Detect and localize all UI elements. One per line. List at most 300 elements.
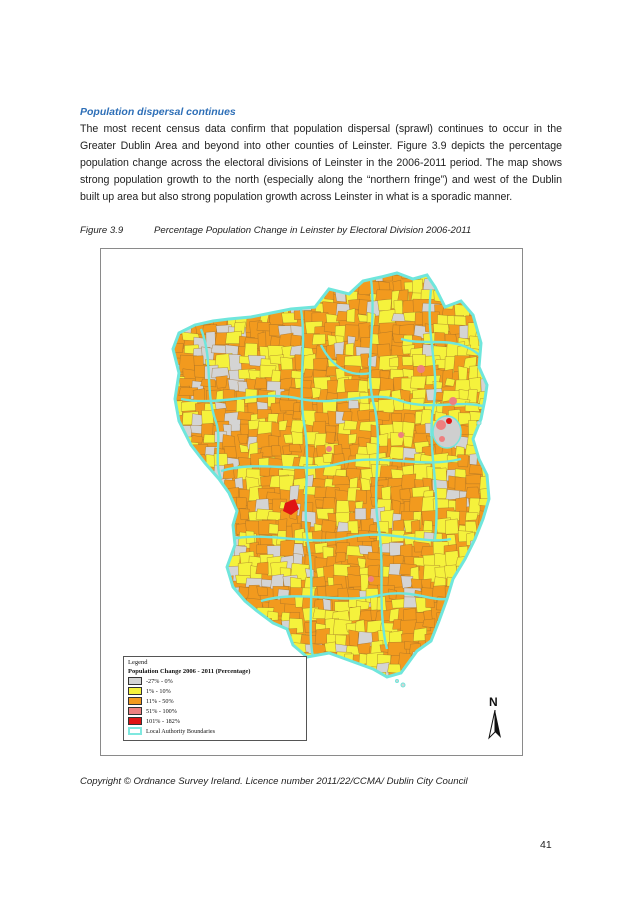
- electoral-division: [168, 578, 178, 598]
- electoral-division: [223, 287, 240, 298]
- electoral-division: [236, 292, 252, 300]
- electoral-division: [346, 679, 356, 692]
- electoral-division: [332, 476, 350, 486]
- electoral-division: [479, 555, 489, 565]
- electoral-division: [190, 645, 202, 656]
- electoral-division: [321, 520, 336, 533]
- electoral-division: [202, 283, 213, 292]
- north-arrow-icon: [487, 710, 503, 740]
- electoral-division: [433, 655, 449, 666]
- electoral-division: [196, 271, 205, 285]
- electoral-division: [173, 630, 182, 642]
- electoral-division: [168, 486, 180, 498]
- electoral-division: [205, 503, 215, 514]
- electoral-division: [389, 357, 398, 367]
- electoral-division: [403, 436, 413, 447]
- electoral-division: [172, 465, 182, 482]
- electoral-division: [194, 522, 214, 531]
- electoral-division: [489, 294, 503, 309]
- electoral-division: [476, 609, 495, 626]
- electoral-division: [448, 601, 458, 611]
- legend-item-label: 11% - 50%: [146, 697, 174, 705]
- electoral-division: [172, 281, 189, 297]
- electoral-division: [216, 271, 224, 282]
- electoral-division: [195, 509, 213, 525]
- electoral-division: [492, 368, 509, 383]
- electoral-division: [173, 640, 181, 649]
- electoral-division: [348, 400, 359, 409]
- electoral-division: [378, 686, 394, 702]
- electoral-division: [360, 687, 373, 704]
- electoral-division: [212, 536, 225, 553]
- electoral-division: [168, 453, 186, 463]
- legend-swatch: [128, 717, 142, 725]
- electoral-division: [489, 501, 504, 518]
- electoral-division: [478, 644, 495, 654]
- electoral-division: [355, 508, 366, 519]
- electoral-division: [466, 272, 483, 287]
- electoral-division: [476, 357, 488, 365]
- electoral-division: [491, 425, 507, 434]
- electoral-division: [488, 579, 504, 588]
- legend-item-label: Local Authority Boundaries: [146, 727, 216, 735]
- electoral-division: [248, 420, 259, 430]
- electoral-division: [477, 600, 485, 617]
- electoral-division: [180, 491, 194, 502]
- electoral-division: [304, 280, 320, 292]
- electoral-division: [345, 270, 363, 282]
- electoral-division: [400, 489, 411, 500]
- electoral-division: [196, 589, 208, 601]
- electoral-division: [490, 677, 506, 697]
- electoral-division: [179, 293, 193, 310]
- electoral-division: [280, 378, 292, 389]
- electoral-division: [256, 632, 267, 646]
- electoral-division: [459, 635, 476, 649]
- section-heading: Population dispersal continues: [80, 106, 236, 118]
- electoral-division: [323, 453, 333, 462]
- electoral-division: [227, 642, 241, 653]
- electoral-division: [282, 643, 293, 655]
- electoral-division: [215, 512, 226, 523]
- electoral-division: [226, 598, 242, 607]
- electoral-division: [212, 501, 224, 509]
- electoral-division: [201, 564, 211, 573]
- electoral-division: [348, 434, 356, 444]
- electoral-division: [490, 435, 500, 446]
- electoral-division: [290, 345, 303, 356]
- legend-item: [128, 677, 173, 685]
- electoral-division: [227, 620, 247, 629]
- electoral-division: [183, 619, 193, 636]
- electoral-division: [248, 622, 261, 634]
- electoral-division: [389, 688, 400, 701]
- electoral-division: [490, 400, 506, 413]
- electoral-division: [215, 575, 228, 588]
- electoral-division: [491, 271, 504, 285]
- electoral-division: [183, 281, 196, 293]
- electoral-division: [194, 501, 204, 514]
- electoral-division: [256, 562, 269, 574]
- electoral-division: [357, 643, 370, 655]
- electoral-division: [490, 465, 505, 482]
- electoral-division: [266, 281, 277, 290]
- electoral-division: [486, 334, 496, 343]
- electoral-division: [270, 641, 281, 656]
- electoral-division: [203, 510, 215, 522]
- electoral-division: [312, 688, 326, 706]
- electoral-division: [490, 447, 508, 460]
- electoral-division: [488, 519, 501, 538]
- electoral-division: [193, 597, 206, 615]
- electoral-division: [246, 282, 255, 297]
- dublin-area: [433, 416, 461, 448]
- electoral-division: [239, 509, 249, 520]
- electoral-division: [191, 301, 201, 310]
- electoral-division: [305, 684, 319, 696]
- electoral-division: [489, 665, 502, 676]
- electoral-division: [344, 420, 358, 429]
- electoral-division: [345, 689, 358, 702]
- electoral-division: [169, 421, 177, 436]
- legend-swatch: [128, 687, 142, 695]
- electoral-division: [488, 544, 499, 557]
- electoral-division: [478, 289, 491, 305]
- electoral-division: [168, 590, 186, 603]
- electoral-division: [238, 457, 251, 466]
- electoral-division: [467, 676, 477, 691]
- electoral-division: [435, 631, 451, 648]
- electoral-division: [216, 293, 233, 305]
- electoral-division: [467, 687, 478, 696]
- electoral-division: [481, 589, 492, 601]
- electoral-division: [335, 684, 345, 701]
- electoral-division: [468, 289, 485, 303]
- map-figure: [100, 248, 523, 756]
- electoral-division: [305, 569, 314, 578]
- electoral-division: [312, 388, 321, 399]
- electoral-division: [438, 673, 455, 682]
- electoral-division: [266, 272, 278, 287]
- electoral-division: [280, 540, 295, 557]
- electoral-division: [223, 298, 238, 317]
- electoral-division: [456, 665, 469, 679]
- electoral-division: [192, 468, 201, 479]
- legend-item: [128, 687, 171, 695]
- electoral-division: [168, 315, 180, 328]
- electoral-division: [168, 271, 180, 282]
- electoral-division: [326, 675, 343, 688]
- electoral-division: [204, 644, 214, 655]
- electoral-division: [190, 545, 203, 559]
- electoral-division: [349, 630, 359, 647]
- electoral-division: [262, 280, 279, 293]
- electoral-division: [213, 642, 230, 655]
- electoral-division: [457, 589, 471, 600]
- electoral-division: [214, 302, 228, 316]
- electoral-division: [291, 278, 302, 289]
- electoral-division: [426, 663, 435, 673]
- electoral-division: [481, 520, 498, 536]
- electoral-division: [191, 291, 204, 300]
- electoral-division: [481, 346, 494, 359]
- electoral-division: [455, 280, 465, 294]
- electoral-division: [457, 267, 475, 277]
- electoral-division: [238, 634, 255, 649]
- electoral-division: [202, 634, 218, 650]
- electoral-division: [490, 479, 506, 487]
- electoral-division: [202, 521, 213, 538]
- electoral-division: [447, 606, 457, 622]
- electoral-division: [433, 665, 444, 677]
- electoral-division: [467, 594, 476, 613]
- electoral-division: [168, 619, 177, 635]
- legend-item-label: 51% - 100%: [146, 707, 177, 715]
- electoral-division: [179, 304, 194, 321]
- electoral-division: [438, 267, 452, 286]
- electoral-division: [445, 378, 455, 386]
- electoral-division: [486, 654, 497, 664]
- legend-swatch: [128, 707, 142, 715]
- electoral-division: [257, 322, 271, 331]
- electoral-division: [217, 543, 230, 560]
- electoral-division: [489, 621, 499, 638]
- electoral-division: [171, 481, 184, 491]
- electoral-division: [245, 612, 256, 621]
- electoral-division: [181, 442, 190, 457]
- electoral-division: [193, 457, 201, 470]
- electoral-division: [313, 576, 326, 586]
- electoral-division: [201, 303, 218, 319]
- electoral-division: [403, 422, 415, 438]
- electoral-division: [169, 501, 179, 514]
- electoral-division: [492, 344, 503, 355]
- copyright-note: Copyright © Ordnance Survey Ireland. Licence number 2011/22/CCMA/ Dublin City Council: [80, 776, 468, 787]
- electoral-division: [401, 576, 413, 588]
- electoral-division: [467, 590, 480, 603]
- electoral-division: [444, 667, 459, 684]
- electoral-division: [223, 464, 234, 480]
- electoral-division: [477, 542, 490, 559]
- legend-swatch: [128, 677, 142, 685]
- electoral-division: [481, 531, 494, 543]
- electoral-division: [378, 299, 392, 311]
- electoral-division: [482, 311, 491, 320]
- electoral-division: [481, 634, 494, 648]
- electoral-division: [470, 556, 488, 570]
- electoral-division: [256, 288, 270, 304]
- electoral-division: [358, 314, 369, 322]
- legend-item-label: 1% - 10%: [146, 687, 171, 695]
- electoral-division: [459, 576, 471, 593]
- electoral-division: [182, 541, 199, 552]
- electoral-division: [468, 609, 487, 619]
- electoral-division: [347, 308, 355, 322]
- electoral-division: [323, 666, 331, 684]
- electoral-division: [479, 399, 498, 410]
- electoral-division: [191, 534, 206, 544]
- electoral-division: [434, 332, 445, 347]
- electoral-division: [180, 569, 192, 578]
- north-label: N: [489, 695, 498, 709]
- electoral-division: [170, 432, 185, 444]
- electoral-division: [289, 444, 301, 452]
- electoral-division: [443, 270, 457, 281]
- electoral-division: [335, 663, 349, 671]
- electoral-division: [170, 544, 179, 557]
- electoral-division: [410, 376, 426, 388]
- electoral-division: [485, 359, 504, 371]
- electoral-division: [272, 446, 282, 457]
- electoral-division: [212, 610, 227, 621]
- electoral-division: [489, 611, 498, 624]
- electoral-division: [426, 677, 436, 689]
- electoral-division: [325, 277, 333, 286]
- electoral-division: [437, 642, 452, 657]
- electoral-division: [442, 689, 459, 705]
- electoral-division: [337, 271, 347, 287]
- electoral-division: [170, 521, 182, 536]
- electoral-division: [179, 600, 192, 619]
- electoral-division: [491, 512, 503, 524]
- electoral-division: [247, 300, 261, 315]
- electoral-division: [180, 498, 190, 511]
- electoral-division: [216, 631, 233, 642]
- electoral-division: [258, 268, 274, 284]
- electoral-division: [192, 277, 206, 288]
- electoral-division: [470, 300, 487, 309]
- electoral-division: [460, 612, 475, 622]
- electoral-division: [183, 642, 197, 652]
- electoral-division: [170, 564, 187, 576]
- electoral-division: [464, 567, 475, 584]
- electoral-division: [466, 487, 480, 499]
- electoral-division: [172, 510, 188, 529]
- electoral-division: [377, 411, 390, 421]
- legend-title: Legend: [128, 659, 148, 666]
- electoral-division: [360, 478, 370, 491]
- electoral-division: [171, 299, 184, 312]
- electoral-division: [442, 678, 453, 695]
- electoral-division: [214, 585, 228, 596]
- electoral-division: [290, 289, 306, 300]
- electoral-division: [493, 585, 508, 600]
- legend-subtitle: Population Change 2006 - 2011 (Percentage): [128, 668, 251, 675]
- electoral-division: [238, 562, 252, 576]
- electoral-division: [455, 687, 468, 700]
- electoral-division: [402, 357, 413, 366]
- electoral-division: [410, 687, 420, 699]
- electoral-division: [489, 322, 505, 336]
- north-arrow: [485, 695, 507, 741]
- electoral-division: [180, 553, 197, 571]
- electoral-division: [491, 534, 504, 551]
- electoral-division: [196, 635, 204, 647]
- electoral-division: [180, 478, 194, 492]
- electoral-division: [284, 280, 301, 292]
- electoral-division: [463, 575, 475, 591]
- electoral-division: [460, 598, 470, 609]
- electoral-division: [282, 270, 299, 288]
- electoral-division: [315, 282, 324, 290]
- electoral-division: [421, 290, 436, 300]
- electoral-division: [170, 597, 179, 608]
- electoral-division: [489, 600, 501, 611]
- electoral-division: [313, 358, 327, 370]
- electoral-division: [479, 667, 488, 681]
- electoral-division: [467, 657, 479, 665]
- electoral-division: [479, 653, 491, 665]
- electoral-division: [181, 456, 194, 467]
- legend-item: [128, 727, 215, 735]
- electoral-division: [246, 288, 265, 301]
- electoral-division: [455, 676, 474, 694]
- electoral-division: [490, 377, 505, 393]
- electoral-division: [489, 301, 497, 314]
- electoral-division: [236, 497, 246, 508]
- electoral-division: [180, 630, 188, 641]
- legend-item: [128, 707, 177, 715]
- electoral-division: [458, 366, 467, 382]
- electoral-division: [257, 586, 268, 595]
- electoral-division: [303, 369, 313, 377]
- electoral-division: [335, 552, 345, 562]
- legend-item-label: -27% - 0%: [146, 677, 173, 685]
- electoral-division: [171, 530, 186, 539]
- electoral-division: [236, 617, 247, 634]
- electoral-division: [454, 290, 468, 300]
- electoral-division: [291, 432, 302, 446]
- electoral-division: [313, 665, 325, 682]
- electoral-division: [401, 474, 415, 489]
- electoral-division: [271, 289, 288, 307]
- electoral-division: [342, 411, 352, 421]
- electoral-division: [179, 512, 197, 523]
- electoral-division: [476, 621, 492, 633]
- electoral-division: [470, 644, 486, 655]
- electoral-division: [254, 378, 266, 389]
- electoral-division: [488, 413, 499, 425]
- electoral-division: [315, 266, 333, 280]
- figure-title: Percentage Population Change in Leinster by Electoral Division 2006-2011: [154, 225, 472, 236]
- electoral-division: [389, 447, 404, 459]
- electoral-division: [444, 278, 459, 290]
- legend-swatch: [128, 727, 142, 735]
- electoral-division: [290, 485, 300, 500]
- electoral-division: [182, 577, 190, 587]
- legend-item-label: 101% - 182%: [146, 717, 181, 725]
- legend-item: [128, 717, 180, 725]
- electoral-division: [478, 268, 491, 282]
- electoral-division: [203, 268, 219, 279]
- electoral-division: [191, 553, 205, 570]
- electoral-division: [203, 475, 212, 492]
- electoral-division: [492, 632, 504, 644]
- electoral-division: [326, 432, 336, 444]
- electoral-division: [477, 282, 496, 298]
- electoral-division: [490, 639, 501, 656]
- electoral-division: [183, 530, 198, 542]
- body-paragraph: The most recent census data confirm that population dispersal (sprawl) continues to occur in the Greater Dublin Area and beyond into other counties of Leinster. Figure 3.9 depicts the percentage population change across the electoral divisions of Leinster in the 2006-2011 period. The map shows strong population growth to the north (especially along the “northern fringe”) and west of the Dublin built up area but also strong population growth across Leinster in what is a sporadic manner.: [80, 123, 562, 203]
- electoral-division: [237, 301, 254, 309]
- electoral-division: [423, 619, 435, 628]
- electoral-division: [323, 688, 342, 699]
- electoral-division: [226, 633, 240, 646]
- legend-item: [128, 697, 174, 705]
- electoral-division: [202, 596, 210, 608]
- electoral-division: [172, 553, 189, 572]
- electoral-division: [477, 563, 488, 578]
